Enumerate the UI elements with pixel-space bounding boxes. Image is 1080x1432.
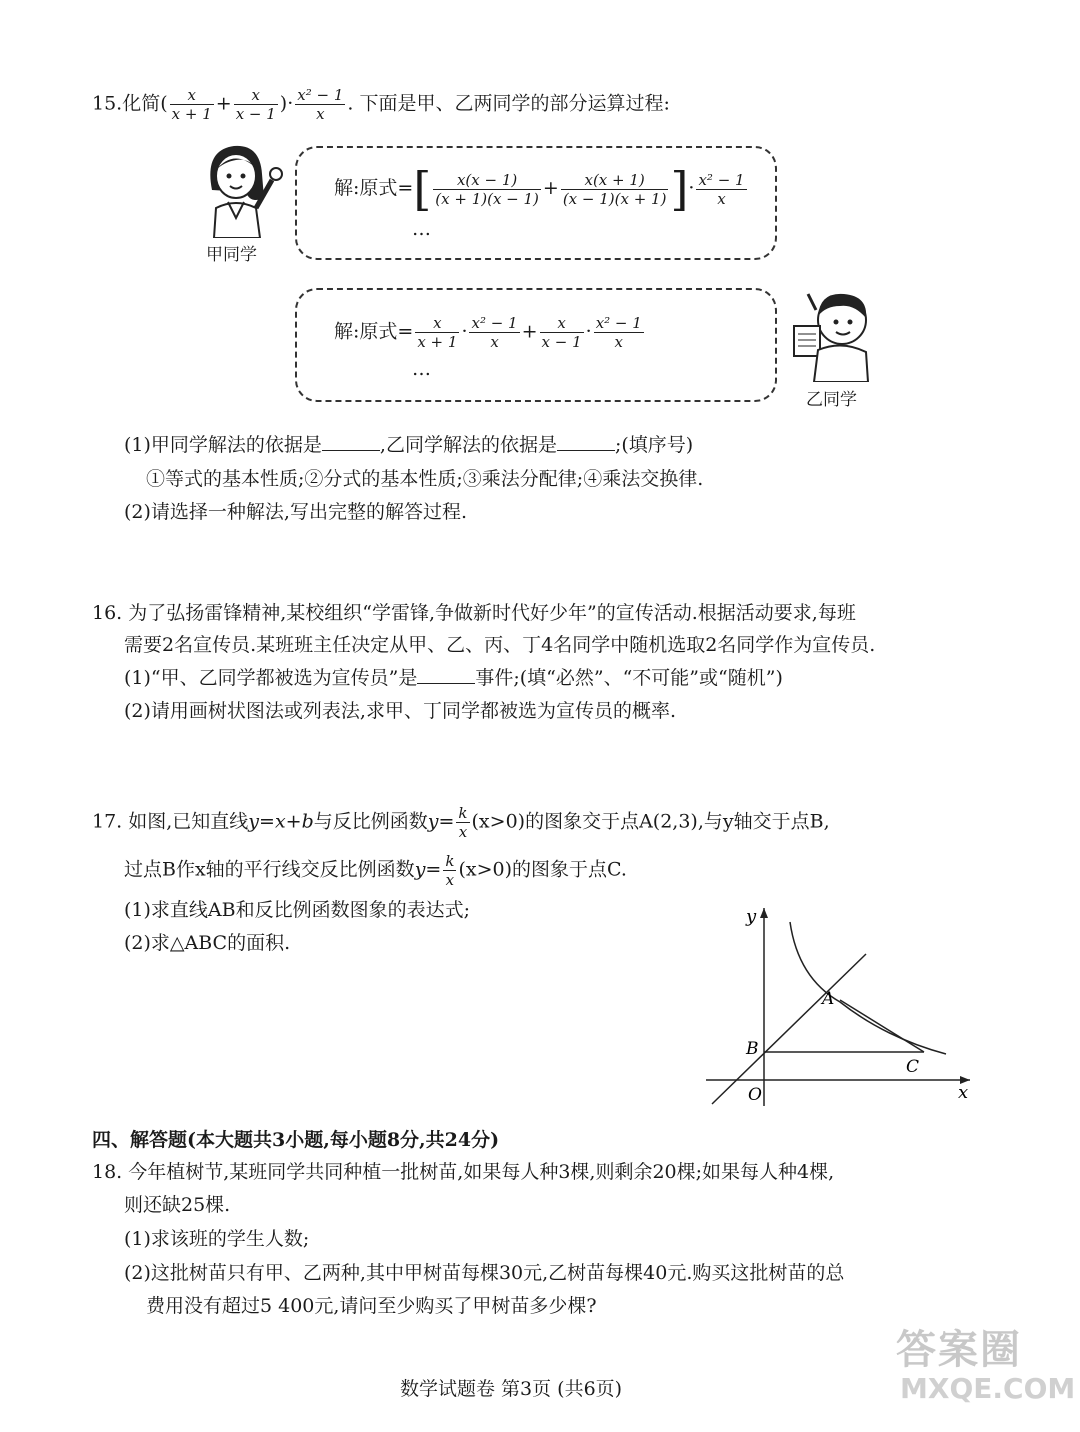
q17-part2: (2)求△ABC的面积. (124, 932, 291, 954)
y-axis-arrow (760, 908, 768, 918)
solution-a-expression: 解:原式=[ $\frac{x(x - 1)}{(x + 1)(x - 1)}$ + $\frac{x(x + 1)}{(x - 1)(x + 1)}$ ]· $\frac{\text{x² − 1}}{x}$ (334, 162, 745, 216)
fraction: $\frac{x}{x - 1}$ (541, 314, 582, 351)
answer-blank[interactable] (417, 665, 475, 684)
q18-part2-line2: 费用没有超过5 400元,请问至少购买了甲树苗多少棵? (146, 1295, 597, 1317)
watermark-url: MXQE.COM (900, 1372, 1076, 1405)
q15-stem: 15.化简( $\frac{x}{x + 1}$ + $\frac{x}{x - 1}$ )· $\frac{\text{x² − 1}}{x}$ . 下面是甲、乙两同学的部分运算过程: (92, 86, 670, 123)
watermark-logo: 答案圈 (896, 1327, 1022, 1373)
point-c-label: C (906, 1057, 920, 1077)
ellipsis: … (412, 358, 431, 380)
hyperbola-curve (790, 922, 946, 1054)
fraction: $\frac{x(x - 1)}{(x + 1)(x - 1)}$ (435, 170, 539, 208)
q18-part2-line1: (2)这批树苗只有甲、乙两种,其中甲树苗每棵30元,乙树苗每棵40元.购买这批树苗的总 (124, 1262, 845, 1284)
point-b-label: B (746, 1039, 759, 1059)
student-b-label: 乙同学 (806, 390, 857, 410)
q17-stem-line1: 17. 如图,已知直线y=x+b与反比例函数y= $\frac{k}{x}$ (x>0)的图象交于点A(2,3),与y轴交于点B, (92, 804, 830, 841)
ellipsis: … (412, 218, 431, 240)
q15-options: ①等式的基本性质;②分式的基本性质;③乘法分配律;④乘法交换律. (146, 468, 704, 490)
q16-stem-line1: 16. 为了弘扬雷锋精神,某校组织“学雷锋,争做新时代好少年”的宣传活动.根据活动要求,每班 (92, 602, 856, 624)
q15-part2: (2)请选择一种解法,写出完整的解答过程. (124, 501, 467, 523)
fraction: $\frac{k}{x}$ (445, 852, 455, 889)
q18-part1: (1)求该班的学生人数; (124, 1228, 310, 1250)
answer-blank[interactable] (557, 432, 615, 451)
q17-part1: (1)求直线AB和反比例函数图象的表达式; (124, 899, 470, 921)
point-a-label: A (822, 989, 835, 1009)
q17-stem-line2: 过点B作x轴的平行线交反比例函数y= $\frac{k}{x}$ (x>0)的图象于点C. (124, 852, 627, 889)
fraction: $\frac{x}{x - 1}$ (235, 86, 276, 123)
fraction: $\frac{k}{x}$ (458, 804, 468, 841)
fraction: $\frac{\text{x² − 1}}{x}$ (471, 314, 518, 351)
q16-part2: (2)请用画树状图法或列表法,求甲、丁同学都被选为宣传员的概率. (124, 700, 676, 722)
segment-ac (840, 1000, 924, 1052)
fraction: $\frac{\text{x² − 1}}{x}$ (595, 314, 642, 351)
q17-graph (700, 900, 980, 1112)
y-axis-label: y (746, 906, 757, 927)
student-b-illustration (788, 290, 884, 382)
q16-part1: (1)“甲、乙同学都被选为宣传员”是 事件;(填“必然”、“不可能”或“随机”) (124, 667, 783, 689)
x-axis-label: x (958, 1082, 969, 1103)
answer-blank[interactable] (322, 432, 380, 451)
line-ab (712, 954, 866, 1104)
page-footer: 数学试题卷 第3页 (共6页) (400, 1378, 623, 1400)
fraction: $\frac{\text{x² − 1}}{x}$ (297, 86, 344, 123)
solution-b-expression: 解:原式= $\frac{x}{x + 1}$ · $\frac{\text{x² − 1}}{x}$ + $\frac{x}{x - 1}$ · $\frac{\text{x² − 1}}{x}$ (334, 314, 642, 351)
q16-stem-line2: 需要2名宣传员.某班班主任决定从甲、乙、丙、丁4名同学中随机选取2名同学作为宣传员. (124, 634, 876, 656)
origin-label: O (748, 1085, 762, 1105)
q18-stem-line1: 18. 今年植树节,某班同学共同种植一批树苗,如果每人种3棵,则剩余20棵;如果每人种4棵, (92, 1161, 835, 1183)
fraction: $\frac{x(x + 1)}{(x - 1)(x + 1)}$ (562, 170, 667, 208)
student-a-illustration (198, 140, 290, 238)
fraction: $\frac{x}{x + 1}$ (171, 86, 212, 123)
fraction: $\frac{\text{x² − 1}}{x}$ (698, 170, 745, 208)
fraction: $\frac{x}{x + 1}$ (417, 314, 458, 351)
student-a-label: 甲同学 (206, 245, 257, 265)
section-heading: 四、解答题(本大题共3小题,每小题8分,共24分) (92, 1129, 500, 1151)
q18-stem-line2: 则还缺25棵. (124, 1194, 231, 1216)
q15-part1: (1)甲同学解法的依据是 ,乙同学解法的依据是 ;(填序号) (124, 434, 694, 456)
